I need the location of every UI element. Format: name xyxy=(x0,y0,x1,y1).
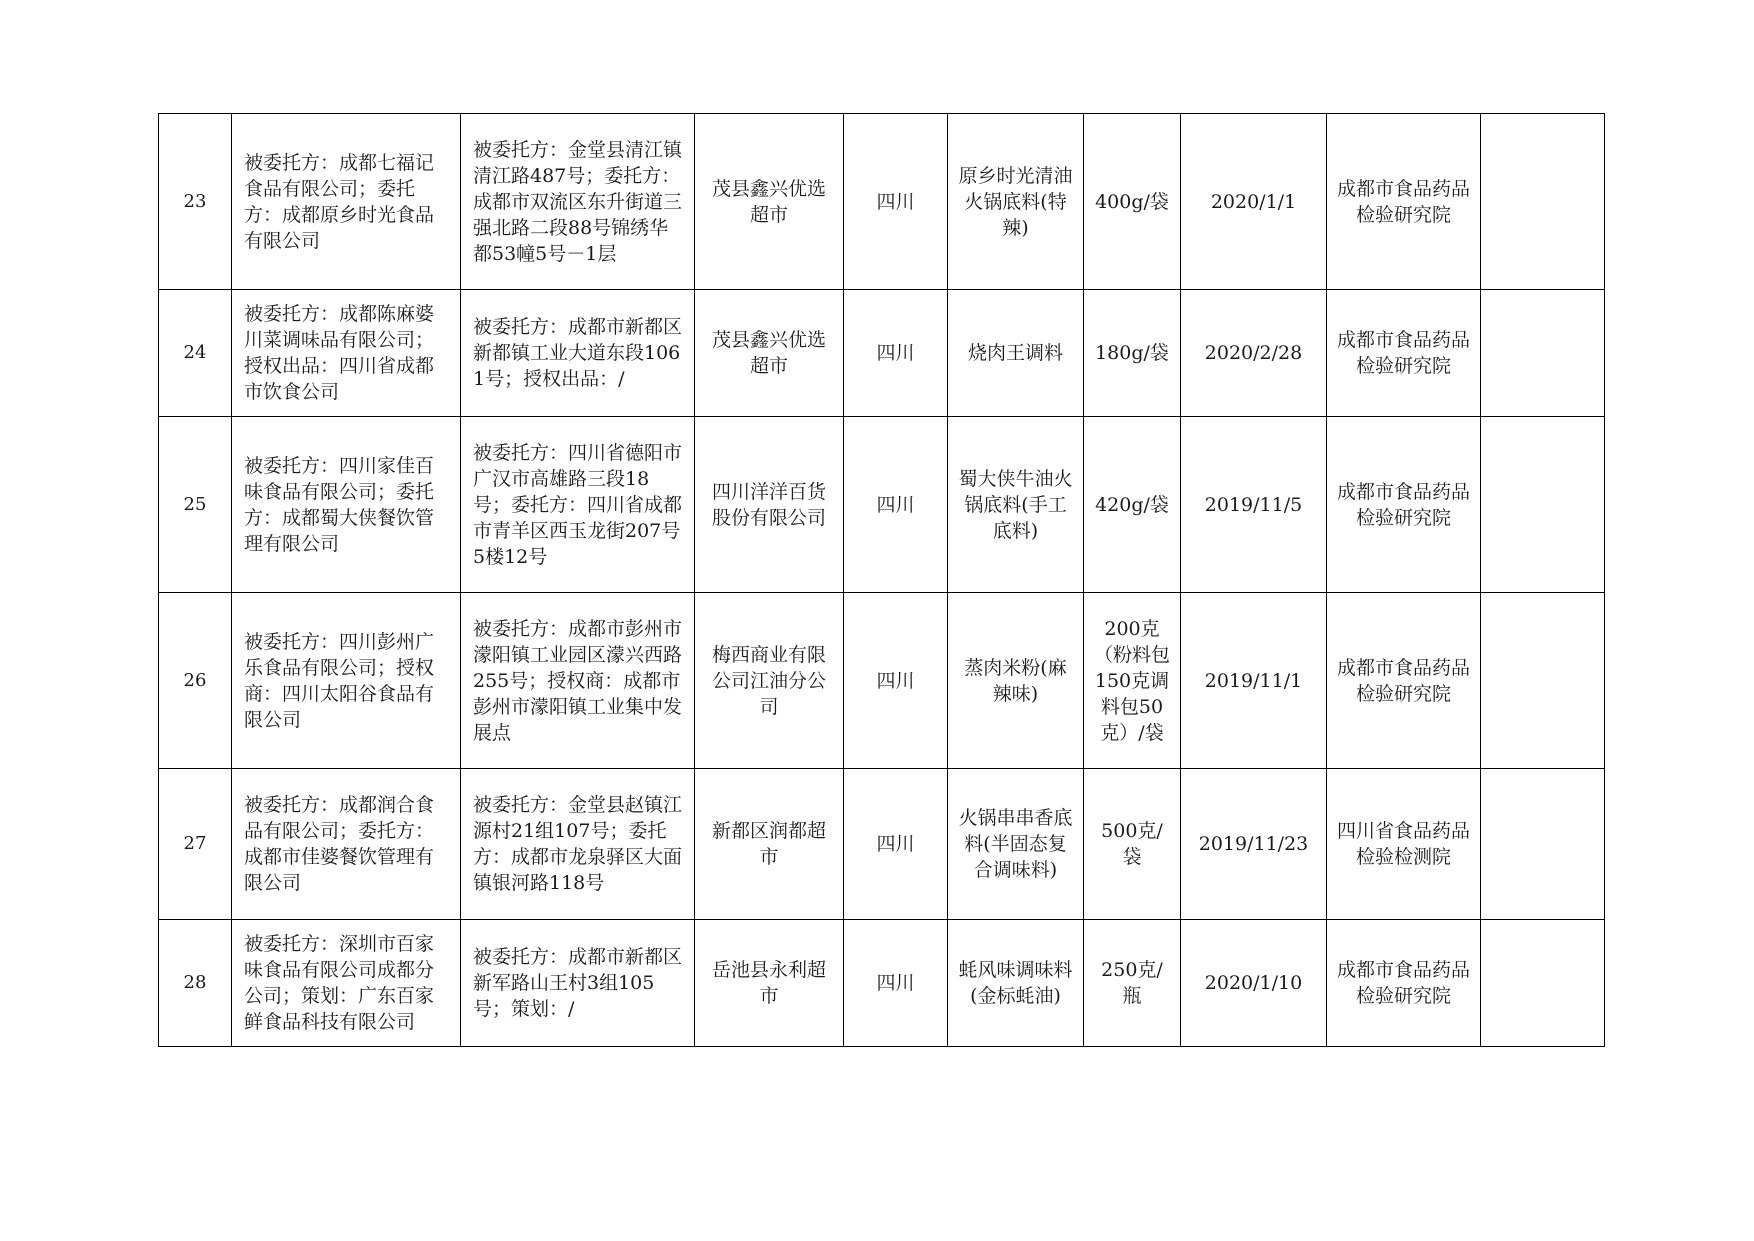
cell-product-name: 蜀大侠牛油火锅底料(手工底料) xyxy=(948,417,1084,593)
cell-producer-address: 被委托方：成都市新都区新军路山王村3组105号；策划：/ xyxy=(461,920,695,1047)
cell-producer: 被委托方：深圳市百家味食品有限公司成都分公司；策划：广东百家鲜食品科技有限公司 xyxy=(232,920,461,1047)
cell-production-date: 2019/11/1 xyxy=(1181,593,1327,769)
cell-serial-no: 24 xyxy=(159,290,232,417)
cell-specification: 200克（粉料包150克调料包50克）/袋 xyxy=(1084,593,1181,769)
cell-province: 四川 xyxy=(844,769,948,920)
cell-serial-no: 28 xyxy=(159,920,232,1047)
cell-remarks xyxy=(1481,417,1605,593)
table-row xyxy=(159,417,1605,593)
cell-production-date: 2019/11/5 xyxy=(1181,417,1327,593)
cell-producer: 被委托方：四川彭州广乐食品有限公司；授权商：四川太阳谷食品有限公司 xyxy=(232,593,461,769)
cell-province: 四川 xyxy=(844,593,948,769)
cell-inspection-agency: 成都市食品药品检验研究院 xyxy=(1327,593,1481,769)
cell-serial-no: 27 xyxy=(159,769,232,920)
cell-product-name: 蚝风味调味料(金标蚝油) xyxy=(948,920,1084,1047)
cell-producer-address: 被委托方：成都市彭州市濛阳镇工业园区濛兴西路255号；授权商：成都市彭州市濛阳镇工业集中发展点 xyxy=(461,593,695,769)
table-row xyxy=(159,114,1605,290)
table-row xyxy=(159,290,1605,417)
cell-serial-no: 25 xyxy=(159,417,232,593)
cell-serial-no: 23 xyxy=(159,114,232,290)
cell-inspection-agency: 成都市食品药品检验研究院 xyxy=(1327,417,1481,593)
cell-producer-address: 被委托方：金堂县清江镇清江路487号；委托方：成都市双流区东升街道三强北路二段88号锦绣华都53幢5号－1层 xyxy=(461,114,695,290)
cell-product-name: 原乡时光清油火锅底料(特辣) xyxy=(948,114,1084,290)
cell-producer: 被委托方：成都润合食品有限公司；委托方：成都市佳婆餐饮管理有限公司 xyxy=(232,769,461,920)
cell-producer-address: 被委托方：四川省德阳市广汉市高雄路三段18号；委托方：四川省成都市青羊区西玉龙街207号5楼12号 xyxy=(461,417,695,593)
cell-inspection-agency: 成都市食品药品检验研究院 xyxy=(1327,920,1481,1047)
cell-inspection-agency: 成都市食品药品检验研究院 xyxy=(1327,114,1481,290)
table-row xyxy=(159,593,1605,769)
cell-producer-address: 被委托方：成都市新都区新都镇工业大道东段1061号；授权出品：/ xyxy=(461,290,695,417)
cell-specification: 500克/袋 xyxy=(1084,769,1181,920)
cell-inspection-agency: 成都市食品药品检验研究院 xyxy=(1327,290,1481,417)
cell-inspection-agency: 四川省食品药品检验检测院 xyxy=(1327,769,1481,920)
cell-province: 四川 xyxy=(844,417,948,593)
cell-sampled-unit: 茂县鑫兴优选超市 xyxy=(695,290,844,417)
cell-remarks xyxy=(1481,920,1605,1047)
cell-production-date: 2020/1/10 xyxy=(1181,920,1327,1047)
cell-production-date: 2020/2/28 xyxy=(1181,290,1327,417)
cell-serial-no: 26 xyxy=(159,593,232,769)
cell-producer: 被委托方：成都陈麻婆川菜调味品有限公司；授权出品：四川省成都市饮食公司 xyxy=(232,290,461,417)
cell-product-name: 蒸肉米粉(麻辣味) xyxy=(948,593,1084,769)
cell-production-date: 2020/1/1 xyxy=(1181,114,1327,290)
cell-specification: 420g/袋 xyxy=(1084,417,1181,593)
cell-remarks xyxy=(1481,290,1605,417)
cell-sampled-unit: 茂县鑫兴优选超市 xyxy=(695,114,844,290)
cell-producer-address: 被委托方：金堂县赵镇江源村21组107号；委托方：成都市龙泉驿区大面镇银河路118号 xyxy=(461,769,695,920)
cell-specification: 250克/瓶 xyxy=(1084,920,1181,1047)
cell-remarks xyxy=(1481,769,1605,920)
cell-production-date: 2019/11/23 xyxy=(1181,769,1327,920)
cell-specification: 400g/袋 xyxy=(1084,114,1181,290)
cell-sampled-unit: 岳池县永利超市 xyxy=(695,920,844,1047)
cell-remarks xyxy=(1481,593,1605,769)
cell-product-name: 火锅串串香底料(半固态复合调味料) xyxy=(948,769,1084,920)
cell-province: 四川 xyxy=(844,920,948,1047)
cell-province: 四川 xyxy=(844,114,948,290)
cell-province: 四川 xyxy=(844,290,948,417)
cell-specification: 180g/袋 xyxy=(1084,290,1181,417)
cell-producer: 被委托方：四川家佳百味食品有限公司；委托方：成都蜀大侠餐饮管理有限公司 xyxy=(232,417,461,593)
inspection-results-table xyxy=(158,113,1605,1047)
cell-sampled-unit: 新都区润都超市 xyxy=(695,769,844,920)
table-row xyxy=(159,769,1605,920)
cell-sampled-unit: 梅西商业有限公司江油分公司 xyxy=(695,593,844,769)
cell-sampled-unit: 四川洋洋百货股份有限公司 xyxy=(695,417,844,593)
cell-remarks xyxy=(1481,114,1605,290)
table-row xyxy=(159,920,1605,1047)
cell-product-name: 烧肉王调料 xyxy=(948,290,1084,417)
cell-producer: 被委托方：成都七福记食品有限公司；委托方：成都原乡时光食品有限公司 xyxy=(232,114,461,290)
